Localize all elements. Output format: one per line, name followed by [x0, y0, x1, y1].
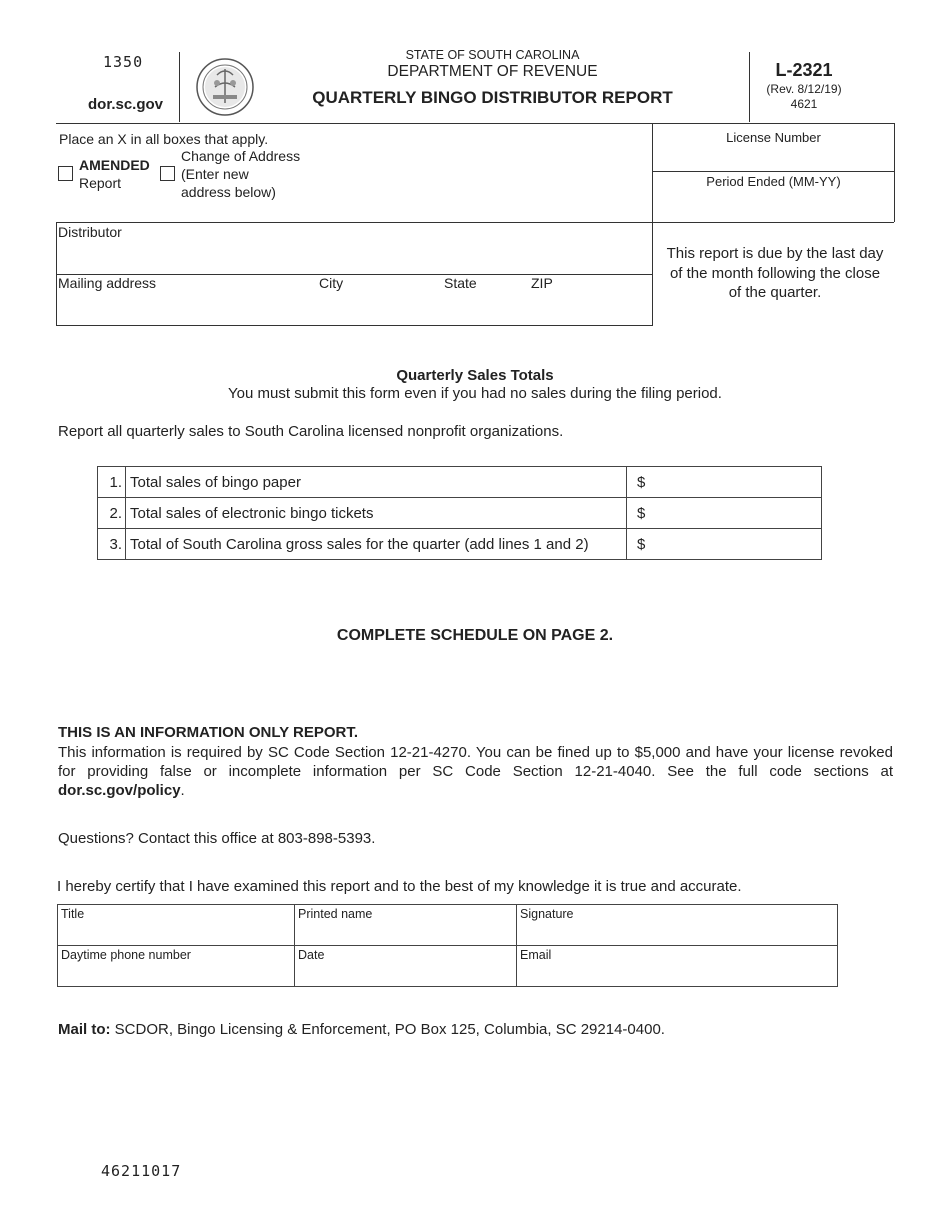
- page-title: QUARTERLY BINGO DISTRIBUTOR REPORT: [312, 88, 673, 107]
- sales-subheading: You must submit this form even if you had no sales during the filing period.: [228, 385, 722, 402]
- signature-label: Signature: [520, 907, 574, 921]
- mail-address: SCDOR, Bingo Licensing & Enforcement, PO Box 125, Columbia, SC 29214-0400.: [110, 1021, 665, 1038]
- schedule-note: COMPLETE SCHEDULE ON PAGE 2.: [336, 627, 614, 644]
- info-body: This information is required by SC Code Section 12-21-4270. You can be fined up to $5,000 and have your license revoked for providing false or incomplete information per SC Code Section 12-21-4040. See the full code sections at: [58, 744, 893, 780]
- info-heading: THIS IS AN INFORMATION ONLY REPORT.: [58, 724, 359, 741]
- sales-instruction: Report all quarterly sales to South Carolina licensed nonprofit organizations.: [58, 423, 564, 440]
- license-number-field[interactable]: [653, 146, 894, 170]
- revision: (Rev. 8/12/19): [766, 82, 842, 96]
- due-note: This report is due by the last day of the month following the close of the quarter.: [666, 245, 884, 301]
- table-row: [58, 946, 838, 987]
- change-address-label-2: (Enter new: [181, 166, 249, 182]
- change-address-label: Change of Address: [181, 148, 301, 164]
- license-number-label: License Number: [726, 130, 821, 145]
- row-number: 3.: [98, 529, 126, 560]
- policy-link[interactable]: dor.sc.gov/policy: [58, 782, 181, 799]
- form-code-top: 1350: [103, 53, 144, 71]
- row-number: 1.: [98, 467, 126, 498]
- currency-sign: $: [637, 473, 646, 491]
- printed-name-label: Printed name: [298, 907, 373, 921]
- sales-heading: Quarterly Sales Totals: [396, 367, 554, 384]
- currency-sign: $: [637, 535, 646, 553]
- title-label: Title: [61, 907, 85, 921]
- date-label: Date: [298, 948, 325, 962]
- title-field[interactable]: [58, 905, 295, 946]
- electronic-tickets-amount-field[interactable]: [627, 498, 822, 529]
- row-number: 2.: [98, 498, 126, 529]
- info-period: .: [180, 782, 185, 799]
- change-address-label-3: address below): [181, 184, 276, 200]
- mailing-address-field[interactable]: [58, 292, 648, 324]
- date-field[interactable]: [295, 946, 517, 987]
- email-field[interactable]: [517, 946, 838, 987]
- department-name: DEPARTMENT OF REVENUE: [387, 63, 598, 80]
- bingo-paper-amount-field[interactable]: [627, 467, 822, 498]
- amended-checkbox[interactable]: [58, 166, 73, 181]
- row-label: Total sales of electronic bingo tickets: [126, 498, 627, 529]
- period-ended-field[interactable]: [653, 190, 894, 220]
- period-ended-label: Period Ended (MM-YY): [706, 174, 841, 189]
- sales-table: [97, 466, 822, 560]
- footer-code: 46211017: [101, 1162, 182, 1180]
- form-number: L-2321: [775, 60, 833, 80]
- email-label: Email: [520, 948, 552, 962]
- row-label: Total of South Carolina gross sales for the quarter (add lines 1 and 2): [126, 529, 627, 560]
- mail-to-line: [58, 1021, 665, 1038]
- zip-label: ZIP: [531, 275, 553, 291]
- options-instruction: Place an X in all boxes that apply.: [59, 131, 269, 147]
- info-body-block: [58, 743, 893, 800]
- table-row: [98, 467, 822, 498]
- row-label: Total sales of bingo paper: [126, 467, 627, 498]
- mail-to-label: Mail to:: [58, 1021, 111, 1038]
- certify-statement: I hereby certify that I have examined this report and to the best of my knowledge it is true and accurate.: [57, 878, 742, 895]
- change-address-checkbox[interactable]: [160, 166, 175, 181]
- state-label: State: [444, 275, 477, 291]
- phone-label: Daytime phone number: [61, 948, 191, 962]
- distributor-field[interactable]: [58, 240, 648, 272]
- phone-field[interactable]: [58, 946, 295, 987]
- table-row: [98, 529, 822, 560]
- mailing-address-label: Mailing address: [58, 275, 157, 291]
- gross-sales-amount-field[interactable]: [627, 529, 822, 560]
- state-name: STATE OF SOUTH CAROLINA: [405, 48, 580, 62]
- website: dor.sc.gov: [88, 96, 164, 113]
- questions-text: Questions? Contact this office at 803-898-5393.: [58, 830, 376, 847]
- table-row: [98, 498, 822, 529]
- currency-sign: $: [637, 504, 646, 522]
- table-row: [58, 905, 838, 946]
- city-label: City: [319, 275, 344, 291]
- signature-field[interactable]: [517, 905, 838, 946]
- printed-name-field[interactable]: [295, 905, 517, 946]
- amended-label: AMENDED: [79, 157, 150, 173]
- amended-sub-label: Report: [79, 175, 122, 191]
- south-carolina-seal-icon: [195, 57, 255, 117]
- signature-table: [57, 904, 838, 987]
- distributor-label: Distributor: [58, 224, 122, 240]
- form-id: 4621: [790, 97, 818, 111]
